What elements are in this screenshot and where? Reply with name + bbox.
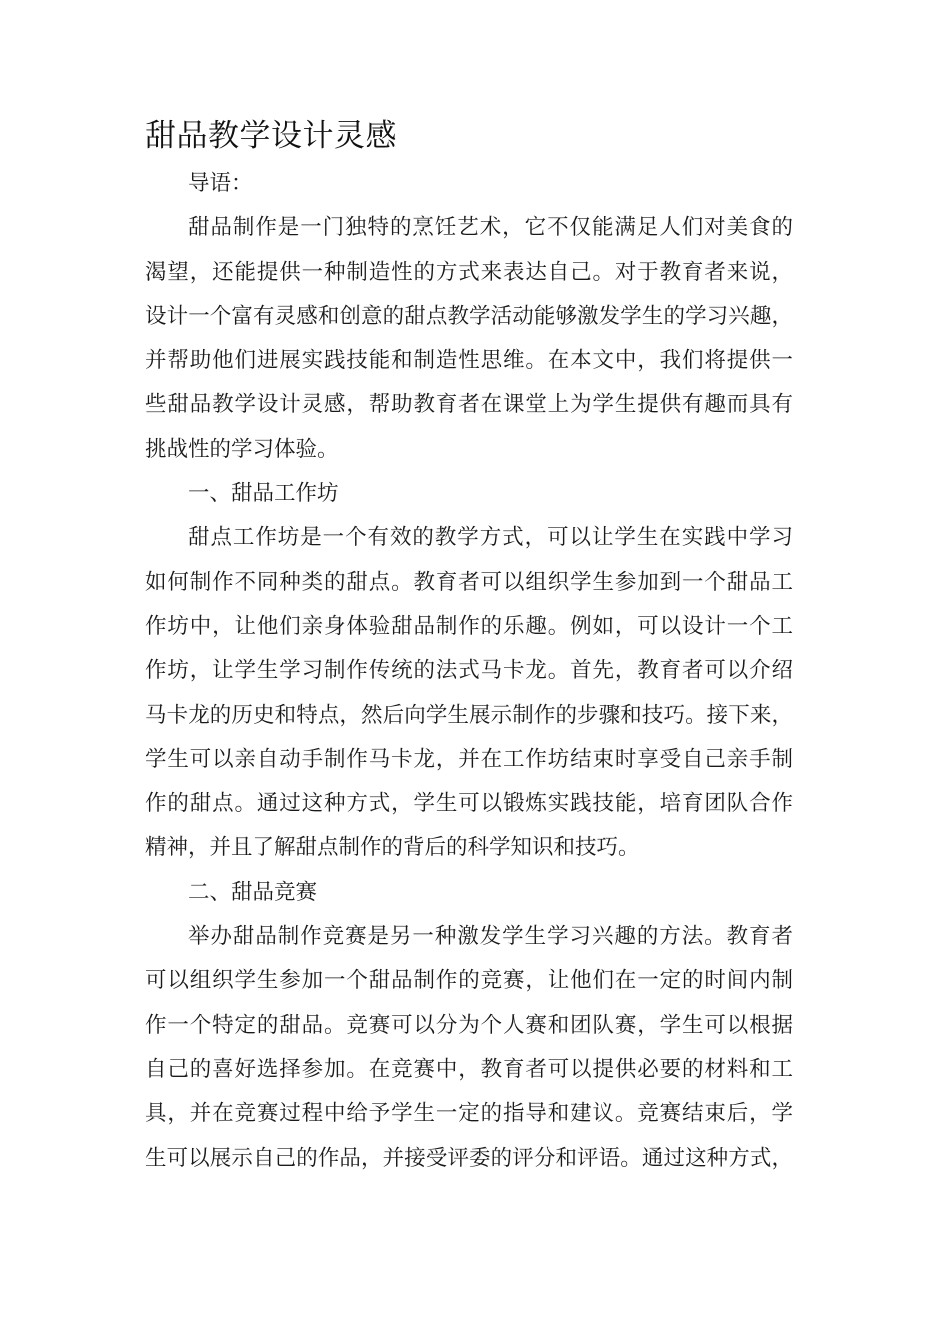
paragraph-line: 作坊中，让他们亲身体验甜品制作的乐趣。例如，可以设计一个工 xyxy=(145,613,793,639)
section-heading-workshop: 一、甜品工作坊 xyxy=(188,481,339,507)
intro-label: 导语： xyxy=(188,171,253,196)
paragraph-line: 渴望，还能提供一种制造性的方式来表达自己。对于教育者来说， xyxy=(145,259,793,285)
paragraph-line: 举办甜品制作竞赛是另一种激发学生学习兴趣的方法。教育者 xyxy=(188,924,793,950)
paragraph-line: 些甜品教学设计灵感，帮助教育者在课堂上为学生提供有趣而具有 xyxy=(145,392,793,418)
paragraph-line: 甜点工作坊是一个有效的教学方式，可以让学生在实践中学习 xyxy=(188,525,793,551)
paragraph-line: 并帮助他们进展实践技能和制造性思维。在本文中，我们将提供一 xyxy=(145,348,793,374)
paragraph-line: 精神，并且了解甜点制作的背后的科学知识和技巧。 xyxy=(145,835,640,861)
paragraph-line: 挑战性的学习体验。 xyxy=(145,436,339,462)
paragraph-line: 作坊，让学生学习制作传统的法式马卡龙。首先，教育者可以介绍 xyxy=(145,658,793,684)
document-title: 甜品教学设计灵感 xyxy=(145,118,397,154)
paragraph-line: 可以组织学生参加一个甜品制作的竞赛，让他们在一定的时间内制 xyxy=(145,968,793,994)
competition-paragraph xyxy=(145,915,793,1181)
paragraph-line: 甜品制作是一门独特的烹饪艺术，它不仅能满足人们对美食的 xyxy=(188,215,793,241)
workshop-paragraph xyxy=(145,516,793,870)
document-body xyxy=(145,162,793,1181)
paragraph-line: 生可以展示自己的作品，并接受评委的评分和评语。通过这种方式， xyxy=(145,1145,793,1171)
paragraph-line: 设计一个富有灵感和创意的甜点教学活动能够激发学生的学习兴趣， xyxy=(145,303,793,329)
paragraph-line: 具，并在竞赛过程中给予学生一定的指导和建议。竞赛结束后，学 xyxy=(145,1101,793,1127)
intro-paragraph xyxy=(145,206,793,472)
paragraph-line: 学生可以亲自动手制作马卡龙，并在工作坊结束时享受自己亲手制 xyxy=(145,746,793,772)
paragraph-line: 马卡龙的历史和特点，然后向学生展示制作的步骤和技巧。接下来， xyxy=(145,702,793,728)
paragraph-line: 如何制作不同种类的甜点。教育者可以组织学生参加到一个甜品工 xyxy=(145,569,793,595)
paragraph-line: 作的甜点。通过这种方式，学生可以锻炼实践技能，培育团队合作 xyxy=(145,791,793,817)
paragraph-line: 自己的喜好选择参加。在竞赛中，教育者可以提供必要的材料和工 xyxy=(145,1056,793,1082)
section-heading-competition: 二、甜品竞赛 xyxy=(188,879,318,905)
paragraph-line: 作一个特定的甜品。竞赛可以分为个人赛和团队赛，学生可以根据 xyxy=(145,1012,793,1038)
